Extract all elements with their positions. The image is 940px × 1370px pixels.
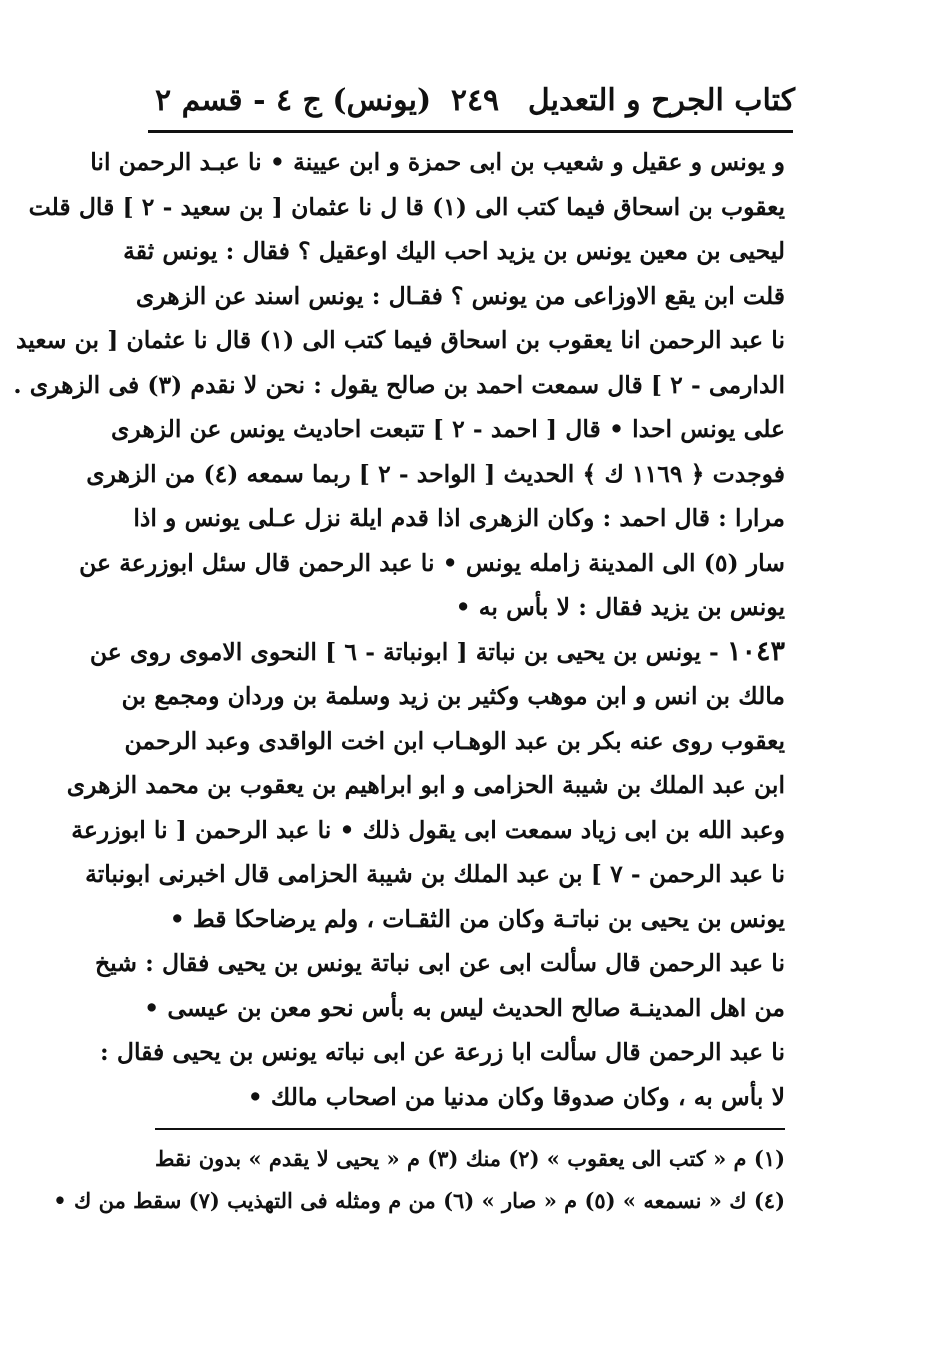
text-line: وعبد الله بن ابى زياد سمعت ابى يقول ذلك • نا عبد الرحمن [ نا ابوزرعة xyxy=(71,815,785,844)
text-line: ابن عبد الملك بن شيبة الحزامى و ابو ابراهيم بن يعقوب بن محمد الزهرى xyxy=(66,771,785,799)
footnote-line: (٤) ك « نسمعه » (٥) م « صار » (٦) من م ومثله فى التهذيب (٧) سقط من ك • xyxy=(53,1188,785,1213)
text-line: و يونس و عقيل و شعيب بن ابى حمزة و ابن عيينة • نا عبـد الرحمن انا xyxy=(90,148,785,176)
text-line: مالك بن انس و ابن موهب وكثير بن زيد وسلمة بن وردان ومجمع بن xyxy=(121,682,785,710)
text-line: نا عبد الرحمن انا يعقوب بن اسحاق فيما كتب الى (١) قال نا عثمان [ بن سعيد xyxy=(15,326,785,354)
entry-heading-text: - يونس بن يحيى بن نباتة [ ابونباتة - ٦ ] النحوى الاموى روى عن xyxy=(89,637,727,666)
main-text xyxy=(13,140,785,1119)
entry-heading-line xyxy=(89,630,785,675)
text-line: نا عبد الرحمن - ٧ ] بن عبد الملك بن شيبة الحزامى قال اخبرنى ابونباتة xyxy=(85,860,785,888)
entry-number: ١٠٤٣ xyxy=(726,635,785,667)
text-line: مرارا : قال احمد : وكان الزهرى اذا قدم ايلة نزل عـلى يونس و اذا xyxy=(133,504,785,532)
text-line: قلت ابن يقع الاوزاعى من يونس ؟ فقـال : يونس اسند عن الزهرى xyxy=(135,281,785,310)
text-line: ليحيى بن معين يونس بن يزيد احب اليك اوعقيل ؟ فقال : يونس ثقة xyxy=(123,237,785,265)
text-line: يعقوب بن اسحاق فيما كتب الى (١) قا ل نا عثمان [ بن سعيد - ٢ ] قال قلت xyxy=(28,192,785,221)
text-line: يونس بن يزيد فقال : لا بأس به • xyxy=(455,593,785,621)
volume-label: (يونس) ج ٤ - قسم ٢ xyxy=(155,83,432,118)
header-rule xyxy=(148,130,793,133)
text-line: من اهل المدينـة صالح الحديث ليس به بأس نحو معن بن عيسى • xyxy=(144,993,785,1022)
text-line: يعقوب روى عنه بكر بن عبد الوهـاب ابن اخت الواقدى وعبد الرحمن xyxy=(124,726,785,755)
text-line: نا عبد الرحمن قال سألت ابى عن ابى نباتة يونس بن يحيى فقال : شيخ xyxy=(94,949,785,977)
text-line: سار (٥) الى المدينة زامله يونس • نا عبد الرحمن قال سئل ابوزرعة عن xyxy=(79,548,785,577)
text-line: يونس بن يحيى بن نباتـة وكان من الثقـات ، ولم يرضاحكا قط • xyxy=(169,904,785,933)
text-line: على يونس احدا • قال [ احمد - ٢ ] تتبعت احاديث يونس عن الزهرى xyxy=(110,415,785,443)
text-line: فوجدت ﴿ ١١٦٩ ك ﴾ الحديث [ الواحد - ٢ ] ربما سمعه (٤) من الزهرى xyxy=(86,459,785,488)
text-line: نا عبد الرحمن قال سألت ابا زرعة عن ابى نباته يونس بن يحيى فقال : xyxy=(100,1038,785,1066)
book-title: كتاب الجرح و التعديل xyxy=(527,83,795,118)
footnote-line: (١) م « كتب الى يعقوب » (٢) منك (٣) م « يحيى لا يقدم » بدون نقط xyxy=(155,1146,785,1171)
text-line: الدارمى - ٢ ] قال سمعت احمد بن صالح يقول : نحن لا نقدم (٣) فى الزهرى . xyxy=(13,370,785,399)
page-number: ٢٤٩ xyxy=(450,83,500,118)
text-line: لا بأس به ، وكان صدوقا وكان مدنيا من اصحاب مالك • xyxy=(247,1082,785,1111)
footnote-rule xyxy=(155,1128,785,1130)
footnotes xyxy=(53,1138,785,1222)
page-header xyxy=(155,78,795,124)
